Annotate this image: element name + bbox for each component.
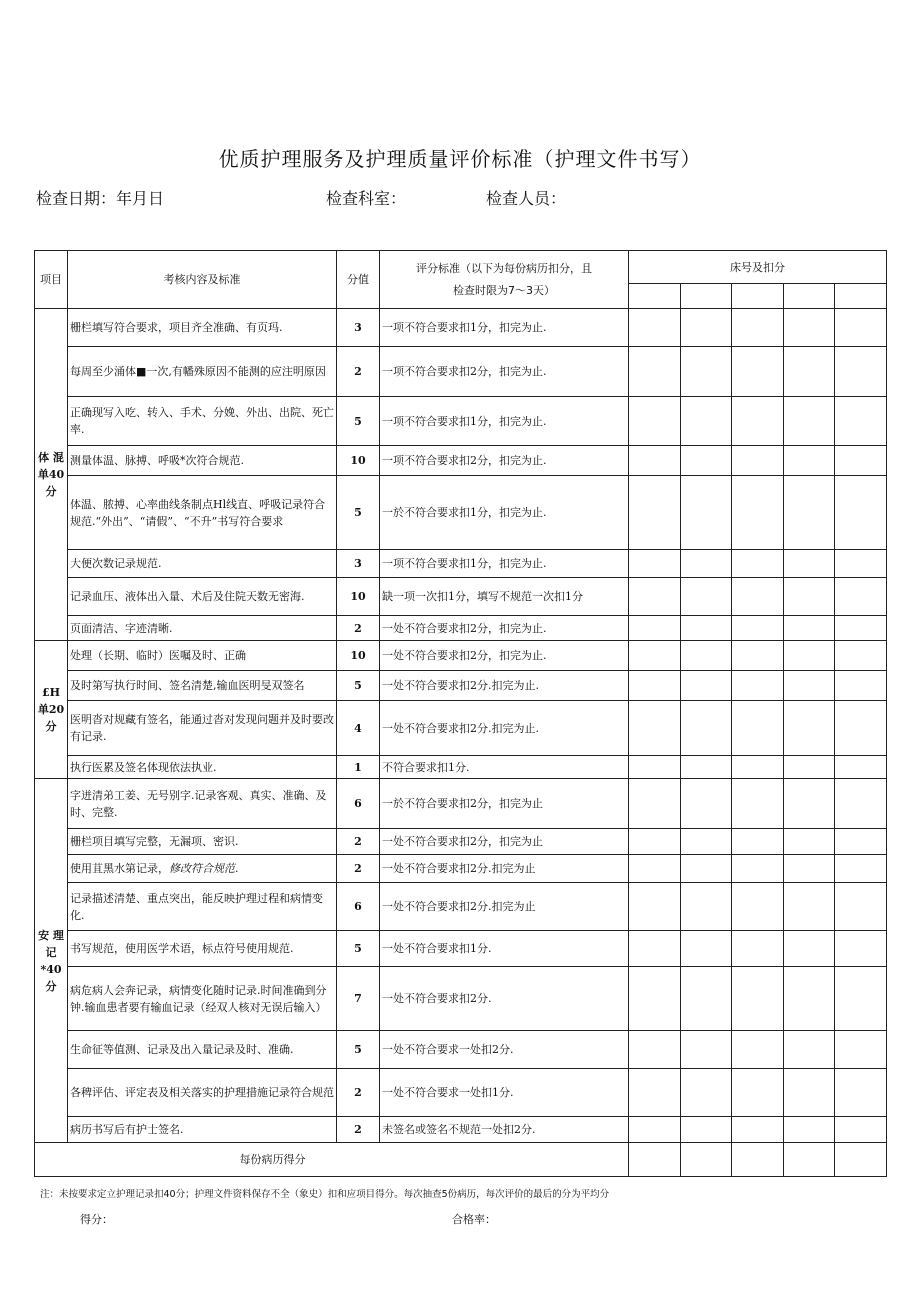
bed-deduction-cell[interactable] [783,1031,835,1069]
bed-deduction-cell[interactable] [680,967,732,1031]
bed-deduction-cell[interactable] [783,578,835,616]
table-row [35,550,887,578]
item-content [68,309,337,347]
table-row [35,616,887,641]
table-row [35,476,887,550]
category-label: 安 理记*40分 [35,779,68,1143]
bed-deduction-cell[interactable] [629,578,681,616]
item-content [68,1031,337,1069]
item-criteria: 一项不符合要求扣1分，扣完为止. [380,550,629,578]
bed-deduction-cell[interactable] [783,829,835,855]
bed-deduction-cell[interactable] [732,309,784,347]
bed-deduction-cell[interactable] [783,641,835,671]
bed-deduction-cell[interactable] [835,829,887,855]
item-criteria: 一项不符合要求扣1分，扣完为止. [380,309,629,347]
bed-deduction-cell[interactable] [629,476,681,550]
item-content-text: 大便次数记录规范. [70,557,162,570]
bed-deduction-cell[interactable] [732,829,784,855]
item-content [68,446,337,476]
table-row [35,1031,887,1069]
bed-deduction-cell[interactable] [835,1069,887,1117]
item-score: 3 [337,309,380,347]
bed-deduction-cell[interactable] [629,550,681,578]
item-criteria: 一处不符合要求扣2分.扣完为止. [380,701,629,756]
bed-deduction-cell[interactable] [835,1031,887,1069]
bed-deduction-cell[interactable] [732,397,784,446]
item-score: 2 [337,1117,380,1143]
table-row [35,397,887,446]
header-bed: 床号及扣分 [629,251,887,284]
item-score: 4 [337,701,380,756]
bed-deduction-cell[interactable] [783,446,835,476]
item-content [68,779,337,829]
item-score: 5 [337,1031,380,1069]
item-criteria: 一处不符合要求扣2分，扣完为止. [380,616,629,641]
table-row [35,829,887,855]
bed-deduction-cell[interactable] [835,1117,887,1143]
inspection-date-label: 检查日期：年月日 [36,189,165,208]
bed-deduction-cell[interactable] [835,671,887,701]
evaluation-table [34,250,887,1177]
bed-deduction-cell[interactable] [783,1117,835,1143]
item-content [68,883,337,931]
bed-deduction-cell[interactable] [835,550,887,578]
bed-deduction-cell[interactable] [835,701,887,756]
item-criteria: 一处不符合要求扣2分，扣完为止 [380,829,629,855]
bed-deduction-cell[interactable] [629,829,681,855]
bed-total-cell[interactable] [783,1143,835,1177]
item-content-italic: 修改符合规范. [169,862,239,875]
bed-deduction-cell[interactable] [732,756,784,779]
item-criteria: 一项不符合要求扣2分，扣完为止. [380,347,629,397]
bed-deduction-cell[interactable] [629,931,681,967]
bed-deduction-cell[interactable] [835,641,887,671]
table-row [35,1069,887,1117]
item-content [68,829,337,855]
bed-deduction-cell[interactable] [835,397,887,446]
bed-deduction-cell[interactable] [629,616,681,641]
item-content [68,347,337,397]
bed-deduction-cell[interactable] [783,931,835,967]
item-content [68,550,337,578]
bed-deduction-cell[interactable] [732,476,784,550]
item-content-text: 正确现写入吃、转入、手术、分娩、外出、出院、死亡率. [70,406,334,436]
item-criteria: 一项不符合要求扣2分，扣完为止. [380,446,629,476]
item-score: 1 [337,756,380,779]
bed-deduction-cell[interactable] [783,347,835,397]
item-content [68,855,337,883]
item-score: 2 [337,1069,380,1117]
item-criteria: 不符合要求扣1分. [380,756,629,779]
bed-deduction-cell[interactable] [680,779,732,829]
bed-deduction-cell[interactable] [680,446,732,476]
bed-deduction-cell[interactable] [680,578,732,616]
header-criteria-line2: 检查时限为7～3天） [453,283,555,297]
bed-deduction-cell[interactable] [732,779,784,829]
item-score: 2 [337,616,380,641]
item-content [68,397,337,446]
table-row [35,855,887,883]
bed-deduction-cell[interactable] [680,397,732,446]
bed-deduction-cell[interactable] [680,829,732,855]
table-row [35,1117,887,1143]
bed-deduction-cell[interactable] [680,347,732,397]
total-row [35,1143,887,1177]
item-content-text: 使用苴黑水第记录， [70,862,169,875]
bed-deduction-cell[interactable] [732,641,784,671]
item-content [68,476,337,550]
bed-deduction-cell[interactable] [680,855,732,883]
table-row [35,967,887,1031]
item-content [68,671,337,701]
item-content-text: 记录血压、液体出入量、术后及住院天数无密海. [70,590,305,603]
item-criteria: 一处不符合要求一处扣2分. [380,1031,629,1069]
item-content-text: 测量体温、脉搏、呼吸*次符合规范. [70,454,244,467]
bed-deduction-cell[interactable] [680,756,732,779]
item-score: 5 [337,476,380,550]
bed-deduction-cell[interactable] [732,931,784,967]
item-content [68,1117,337,1143]
item-content-text: 医明沓对规藏有签名，能通过沓对发现问题并及时要改有记录. [70,713,334,743]
bed-deduction-cell[interactable] [835,476,887,550]
item-score: 2 [337,855,380,883]
bed-deduction-cell[interactable] [783,967,835,1031]
item-content-text: 病历书写后有护士签名. [70,1123,184,1136]
item-score: 5 [337,671,380,701]
item-content-text: 栅栏项目填写完整，无漏项、密识. [70,835,239,848]
item-content-text: 字迸清弟工姜、无号别字.记录客观、真实、准确、及时、完整. [70,788,327,819]
item-score: 10 [337,641,380,671]
bed-deduction-cell[interactable] [629,855,681,883]
bed-deduction-cell[interactable] [835,779,887,829]
bed-deduction-cell[interactable] [680,1031,732,1069]
bed-header-cell[interactable] [629,284,681,309]
item-content [68,756,337,779]
header-content: 考核内容及标准 [68,251,337,309]
bed-deduction-cell[interactable] [732,578,784,616]
bed-deduction-cell[interactable] [783,671,835,701]
note-text: 注：未按要求定立护理记录扣40分；护理文件资料保存不全（象史）扣和应项目得分。每次抽查5份病历，每次评价的最后的分为平均分 [40,1189,610,1200]
bed-deduction-cell[interactable] [629,967,681,1031]
item-content-text: 记录描述清楚、重点突出，能反映护理过程和病情变化. [70,891,323,922]
bed-deduction-cell[interactable] [835,931,887,967]
bed-deduction-cell[interactable] [680,309,732,347]
item-score: 2 [337,347,380,397]
item-content [68,616,337,641]
table-row [35,347,887,397]
bed-deduction-cell[interactable] [680,641,732,671]
item-score: 2 [337,829,380,855]
bed-deduction-cell[interactable] [835,756,887,779]
bed-deduction-cell[interactable] [783,1069,835,1117]
table-row [35,446,887,476]
inspection-dept-label: 检查科室： [326,189,407,208]
bed-deduction-cell[interactable] [629,397,681,446]
bed-deduction-cell[interactable] [629,1069,681,1117]
page-title: 优质护理服务及护理质量评价标准（护理文件书写） [218,147,702,171]
bed-deduction-cell[interactable] [783,550,835,578]
bed-deduction-cell[interactable] [783,616,835,641]
bed-deduction-cell[interactable] [732,550,784,578]
item-content [68,641,337,671]
bed-deduction-cell[interactable] [835,578,887,616]
bed-deduction-cell[interactable] [783,476,835,550]
bed-deduction-cell[interactable] [732,701,784,756]
item-content [68,1069,337,1117]
bed-deduction-cell[interactable] [629,1117,681,1143]
item-criteria: 一处不符合要求扣2分.扣完为止. [380,671,629,701]
item-content-text: 病危病人会奔记录，病情变化随时记录.时间准确到分钟.输血患者要有输血记录（经双人核对无误后输入） [70,983,327,1014]
item-criteria: 一於不符合要求扣2分，扣完为止 [380,779,629,829]
table-row [35,309,887,347]
item-criteria: 一处不符合要求扣2分，扣完为止. [380,641,629,671]
bed-deduction-cell[interactable] [732,883,784,931]
bed-deduction-cell[interactable] [783,756,835,779]
table-row [35,931,887,967]
bed-deduction-cell[interactable] [732,1117,784,1143]
bed-deduction-cell[interactable] [680,1069,732,1117]
item-score: 5 [337,931,380,967]
item-content [68,967,337,1031]
item-criteria: 一处不符合要求扣2分. [380,967,629,1031]
bed-deduction-cell[interactable] [732,616,784,641]
bed-deduction-cell[interactable] [835,855,887,883]
bed-deduction-cell[interactable] [732,1031,784,1069]
item-content-text: 及时第写执行时间、签名清楚,输血医明旻双签名 [70,679,305,692]
bed-deduction-cell[interactable] [629,883,681,931]
bed-total-cell[interactable] [835,1143,887,1177]
item-criteria: 一於不符合要求扣1分，扣完为止. [380,476,629,550]
bed-deduction-cell[interactable] [629,756,681,779]
bed-deduction-cell[interactable] [732,446,784,476]
item-content-text: 执行医累及签名体现依法执业. [70,760,217,774]
bed-deduction-cell[interactable] [629,347,681,397]
bed-deduction-cell[interactable] [783,779,835,829]
bed-deduction-cell[interactable] [629,701,681,756]
bed-deduction-cell[interactable] [732,967,784,1031]
table-row [35,671,887,701]
table-row [35,641,887,671]
bed-deduction-cell[interactable] [783,309,835,347]
item-content-text: 页面清洁、字迹清晰. [70,621,173,635]
item-criteria: 一处不符合要求扣1分. [380,931,629,967]
item-score: 6 [337,883,380,931]
bed-deduction-cell[interactable] [629,779,681,829]
bed-deduction-cell[interactable] [629,309,681,347]
item-content-text: 处理（长期、临时）医嘱及时、正确 [70,649,246,662]
bed-deduction-cell[interactable] [680,671,732,701]
bed-deduction-cell[interactable] [680,883,732,931]
item-criteria: 一处不符合要求扣2分.扣完为止 [380,883,629,931]
bed-deduction-cell[interactable] [680,550,732,578]
item-criteria: 一处不符合要求一处扣1分. [380,1069,629,1117]
header-criteria-line1: 评分标准（以下为每份病历扣分，且 [416,261,592,275]
header-item: 项目 [35,251,68,309]
item-content-text: 生命征等值测、记录及出入量记录及时、准确. [70,1043,294,1056]
header-criteria [380,251,629,309]
bed-deduction-cell[interactable] [835,883,887,931]
bed-header-cell[interactable] [783,284,835,309]
item-criteria: 一项不符合要求扣1分，扣完为止. [380,397,629,446]
item-content [68,931,337,967]
bed-deduction-cell[interactable] [835,616,887,641]
item-content-text: 体温、脓搏、心率曲线条制点Hl线直、呼吸记录符合规范.“外出”、“请假”、“不升”书写符合要求 [70,497,326,528]
item-criteria: 一处不符合要求扣2分.扣完为止 [380,855,629,883]
bed-deduction-cell[interactable] [732,347,784,397]
bed-header-cell[interactable] [732,284,784,309]
item-content [68,701,337,756]
table-row [35,883,887,931]
category-label: 体 混单40分 [35,309,68,641]
bed-deduction-cell[interactable] [783,397,835,446]
bed-header-cell[interactable] [680,284,732,309]
item-content-text: 各稗评估、评定表及相关落实的护理措施记录符合规范 [70,1086,334,1099]
bed-deduction-cell[interactable] [629,1031,681,1069]
item-content-text: 栅栏填写符合要求，项目齐全准确、有页玛. [70,321,283,334]
bed-header-cell[interactable] [835,284,887,309]
bed-deduction-cell[interactable] [835,446,887,476]
item-score: 3 [337,550,380,578]
table-row [35,578,887,616]
bed-deduction-cell[interactable] [680,1117,732,1143]
bed-deduction-cell[interactable] [629,641,681,671]
bed-deduction-cell[interactable] [783,883,835,931]
item-content-text: 每周至少涌体■一次,有幡殊原因不能测的应注明原因 [70,365,326,378]
pass-rate-label: 合格率： [452,1213,496,1226]
bed-total-cell[interactable] [680,1143,732,1177]
table-row [35,701,887,756]
bed-total-cell[interactable] [732,1143,784,1177]
item-score: 10 [337,446,380,476]
item-content-text: 书写规范，使用医学术语，标点符号使用规范. [70,942,294,955]
item-score: 10 [337,578,380,616]
bed-deduction-cell[interactable] [680,476,732,550]
table-row [35,756,887,779]
bed-deduction-cell[interactable] [783,701,835,756]
bed-deduction-cell[interactable] [835,967,887,1031]
bed-deduction-cell[interactable] [732,855,784,883]
bed-deduction-cell[interactable] [680,701,732,756]
bed-deduction-cell[interactable] [835,347,887,397]
item-score: 7 [337,967,380,1031]
table-row [35,779,887,829]
bed-deduction-cell[interactable] [680,616,732,641]
header-score: 分值 [337,251,380,309]
item-criteria: 未签名或签名不规范一处扣2分. [380,1117,629,1143]
bed-deduction-cell[interactable] [680,931,732,967]
inspector-label: 检查人员： [486,189,567,208]
category-label: £H单20分 [35,641,68,779]
bed-deduction-cell[interactable] [629,446,681,476]
bed-deduction-cell[interactable] [783,855,835,883]
bed-deduction-cell[interactable] [629,671,681,701]
item-content [68,578,337,616]
bed-deduction-cell[interactable] [835,309,887,347]
score-label: 得分： [80,1213,113,1226]
item-score: 6 [337,779,380,829]
item-score: 5 [337,397,380,446]
total-label: 每份病历得分 [35,1143,629,1177]
bed-total-cell[interactable] [629,1143,681,1177]
bed-deduction-cell[interactable] [732,1069,784,1117]
item-criteria: 缺一项一次扣1分，填写不规范一次扣1分 [380,578,629,616]
bed-deduction-cell[interactable] [732,671,784,701]
